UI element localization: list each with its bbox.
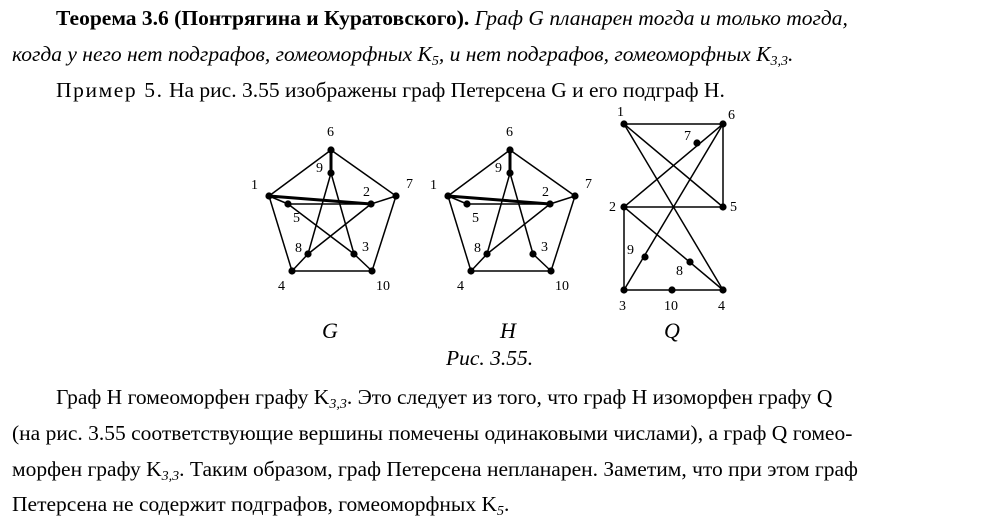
graph-edge bbox=[487, 173, 510, 254]
vertex-label: 2 bbox=[609, 200, 616, 215]
graph-vertex bbox=[693, 139, 700, 146]
vertex-label: 10 bbox=[664, 299, 678, 314]
vertex-label: 2 bbox=[542, 185, 549, 200]
graph-vertex bbox=[284, 200, 291, 207]
graph-edge bbox=[372, 196, 396, 271]
example-label: Пример 5. bbox=[56, 78, 164, 102]
paragraph-line-2: (на рис. 3.55 соответствующие вершины помечены одинаковыми числами), а граф Q гомео- bbox=[12, 421, 853, 445]
graph-vertex bbox=[327, 169, 334, 176]
example-text: На рис. 3.55 изображены граф Петерсена G и его подграф H. bbox=[163, 78, 725, 102]
graph-edge bbox=[551, 196, 575, 271]
graph-vertex bbox=[288, 267, 295, 274]
graph-vertex bbox=[547, 267, 554, 274]
vertex-label: 7 bbox=[684, 129, 691, 144]
vertex-label: 4 bbox=[457, 279, 464, 294]
graph-vertex bbox=[719, 120, 726, 127]
graph-edge bbox=[624, 207, 723, 290]
graph-vertex bbox=[620, 286, 627, 293]
graph-label-h: H bbox=[500, 318, 516, 343]
graph-vertex bbox=[368, 267, 375, 274]
vertex-label: 6 bbox=[506, 125, 513, 140]
theorem-text: Граф G планарен тогда и только тогда, bbox=[469, 6, 848, 30]
graph-label-q: Q bbox=[664, 318, 680, 343]
vertex-label: 7 bbox=[406, 177, 413, 192]
graph-edge bbox=[331, 173, 354, 254]
figure-caption: Рис. 3.55. bbox=[446, 346, 534, 370]
graph-vertex bbox=[463, 200, 470, 207]
theorem-line-2: когда у него нет подграфов, гомеоморфных $K_5$, и нет подграфов, гомеоморфных $K_{3,3}$. bbox=[12, 42, 794, 69]
paragraph-line-3: морфен графу $K_{3,3}$. Таким образом, граф Петерсена непланарен. Заметим, что при этом граф bbox=[12, 457, 858, 484]
paragraph-line-1: Граф H гомеоморфен графу $K_{3,3}$. Это следует из того, что граф H изоморфен графу Q bbox=[56, 385, 833, 412]
graph-vertex bbox=[719, 286, 726, 293]
vertex-label: 8 bbox=[474, 241, 481, 256]
graph-vertex bbox=[265, 192, 272, 199]
graph-vertex bbox=[304, 250, 311, 257]
vertex-label: 5 bbox=[730, 200, 737, 215]
vertex-label: 1 bbox=[430, 178, 437, 193]
graph-vertex bbox=[327, 146, 334, 153]
vertex-label: 6 bbox=[327, 125, 334, 140]
graph-vertex bbox=[467, 267, 474, 274]
vertex-label: 9 bbox=[627, 243, 634, 258]
graph-vertex bbox=[529, 250, 536, 257]
graph-vertex bbox=[620, 203, 627, 210]
graph-vertex bbox=[641, 253, 648, 260]
vertex-label: 1 bbox=[617, 105, 624, 120]
vertex-label: 3 bbox=[541, 240, 548, 255]
graph-vertex bbox=[719, 203, 726, 210]
graph-vertex bbox=[546, 200, 553, 207]
vertex-label: 7 bbox=[585, 177, 592, 192]
vertex-label: 4 bbox=[278, 279, 285, 294]
graph-vertex bbox=[506, 146, 513, 153]
graph-vertex bbox=[571, 192, 578, 199]
graph-edge bbox=[533, 254, 551, 271]
graph-label-g: G bbox=[322, 318, 338, 343]
vertex-label: 10 bbox=[555, 279, 569, 294]
graph-vertex bbox=[686, 258, 693, 265]
vertex-label: 5 bbox=[293, 211, 300, 226]
graph-vertex bbox=[506, 169, 513, 176]
theorem-title: Теорема 3.6 (Понтрягина и Куратовского). bbox=[56, 6, 470, 30]
vertex-label: 9 bbox=[316, 161, 323, 176]
graph-vertex bbox=[444, 192, 451, 199]
vertex-label: 4 bbox=[718, 299, 725, 314]
graph-edge bbox=[308, 173, 331, 254]
vertex-label: 10 bbox=[376, 279, 390, 294]
graph-edge bbox=[354, 254, 372, 271]
graph-vertex bbox=[620, 120, 627, 127]
graph-edge bbox=[371, 196, 396, 204]
graph-g bbox=[251, 125, 413, 294]
vertex-label: 2 bbox=[363, 185, 370, 200]
graph-vertex bbox=[668, 286, 675, 293]
graph-vertex bbox=[350, 250, 357, 257]
graph-vertex bbox=[483, 250, 490, 257]
graph-q bbox=[609, 105, 737, 314]
vertex-label: 3 bbox=[619, 299, 626, 314]
graph-vertex bbox=[367, 200, 374, 207]
graph-h bbox=[430, 125, 592, 294]
vertex-label: 3 bbox=[362, 240, 369, 255]
graph-edge bbox=[510, 173, 533, 254]
vertex-label: 1 bbox=[251, 178, 258, 193]
vertex-label: 8 bbox=[676, 264, 683, 279]
vertex-label: 6 bbox=[728, 108, 735, 123]
vertex-label: 8 bbox=[295, 241, 302, 256]
paragraph-line-4: Петерсена не содержит подграфов, гомеоморфных $K_5$. bbox=[12, 492, 510, 519]
graph-vertex bbox=[392, 192, 399, 199]
vertex-label: 5 bbox=[472, 211, 479, 226]
graph-edge bbox=[550, 196, 575, 204]
vertex-label: 9 bbox=[495, 161, 502, 176]
